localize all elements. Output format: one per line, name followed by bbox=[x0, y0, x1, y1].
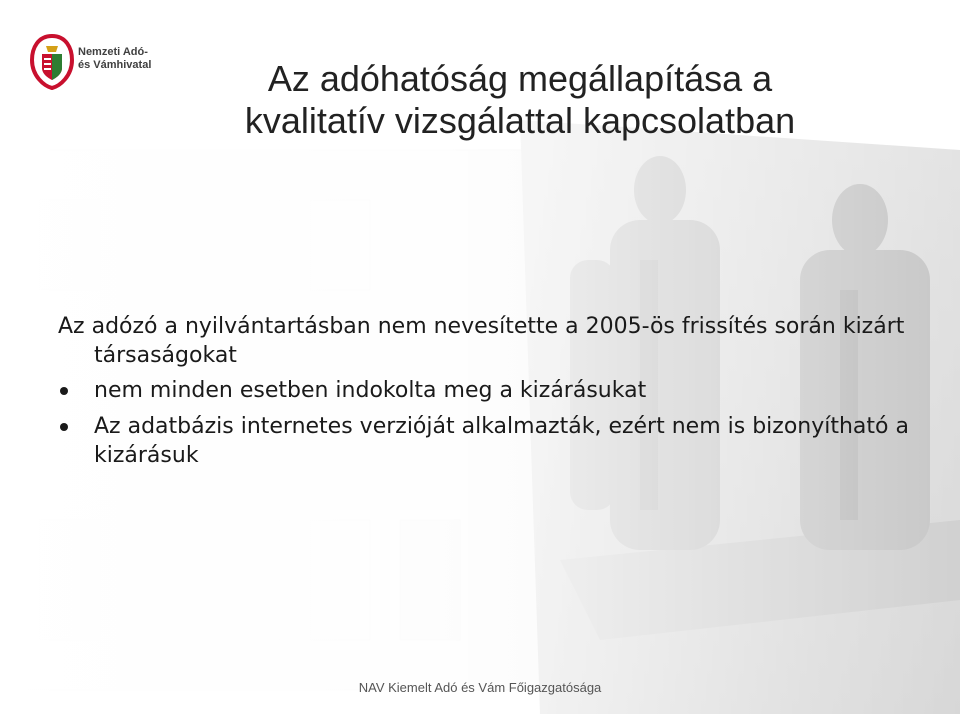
slide-footer: NAV Kiemelt Adó és Vám Főigazgatósága bbox=[358, 680, 602, 695]
bullet-list bbox=[58, 376, 918, 470]
logo-line-1: Nemzeti Adó- bbox=[78, 46, 148, 58]
logo-text bbox=[78, 46, 151, 72]
logo-line-2: és Vámhivatal bbox=[78, 59, 152, 71]
title-line-2: kvalitatív vizsgálattal kapcsolatban bbox=[244, 100, 796, 141]
bullet-text: nem minden esetben indokolta meg a kizárásukat bbox=[94, 378, 647, 403]
bullet-dot-icon bbox=[60, 423, 68, 431]
slide-title bbox=[180, 58, 860, 142]
bullet-item bbox=[58, 376, 918, 405]
hungarian-crest-icon bbox=[28, 32, 76, 90]
title-line-1: Az adóhatóság megállapítása a bbox=[267, 58, 773, 99]
bullet-item bbox=[58, 412, 918, 470]
intro-paragraph: Az adózó a nyilvántartásban nem nevesítette a 2005-ös frissítés során kizárt társaságokat bbox=[58, 314, 905, 368]
bullet-dot-icon bbox=[60, 387, 68, 395]
bullet-text: Az adatbázis internetes verzióját alkalmazták, ezért nem is bizonyítható a kizárásuk bbox=[94, 414, 909, 468]
slide-content bbox=[58, 312, 918, 477]
nav-logo bbox=[28, 32, 178, 92]
